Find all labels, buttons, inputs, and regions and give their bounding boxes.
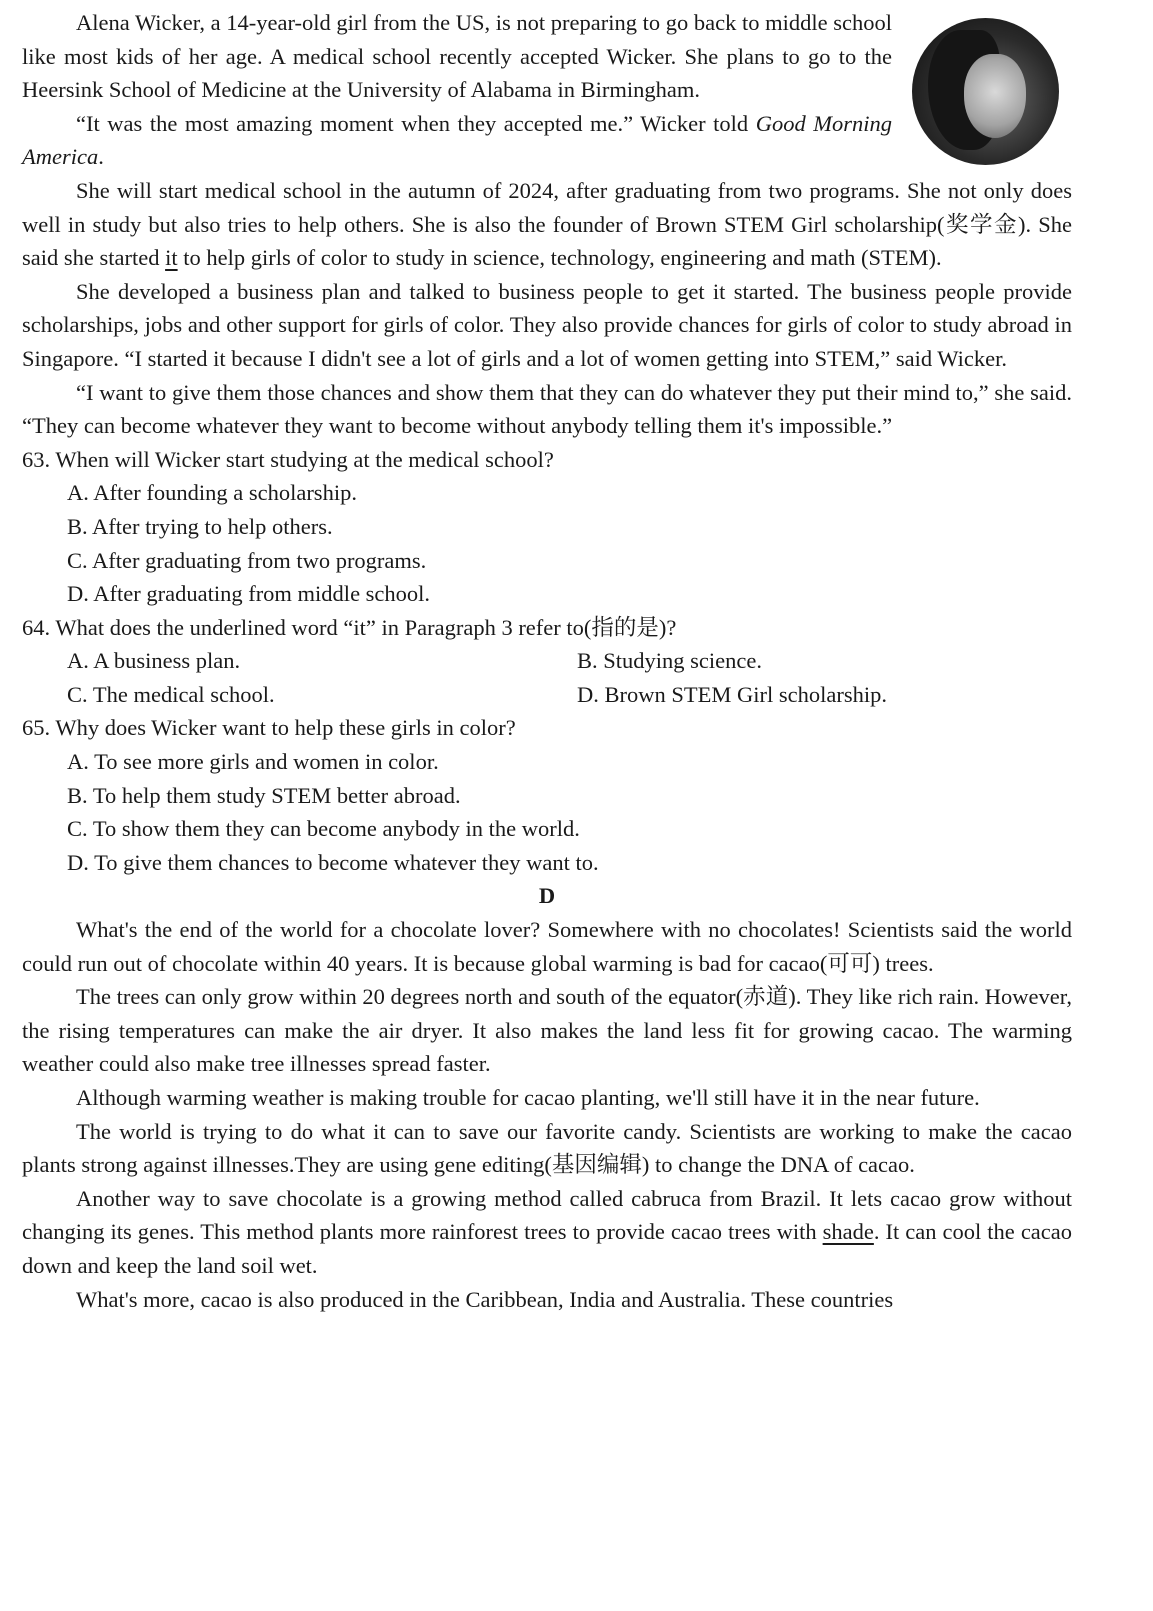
question-65-option-b: B. To help them study STEM better abroad. xyxy=(67,782,461,808)
question-65-stem: 65. Why does Wicker want to help these girls in color? xyxy=(22,715,516,741)
question-64-options-row-2 xyxy=(22,678,1072,712)
passage-d-paragraph-1: What's the end of the world for a chocolate lover? Somewhere with no chocolates! Scientists said the world could run out of chocolate within 40 years. It is because global warming is bad for cacao(可可) trees. xyxy=(22,917,1072,976)
section-heading-d: D xyxy=(538,883,556,909)
question-65-option-c: C. To show them they can become anybody in the world. xyxy=(67,816,580,842)
passage-c-paragraph-5: “I want to give them those chances and show them that they can do whatever they put their mind to,” she said. “They can become whatever they want to become without anybody telling them it's impossible.” xyxy=(22,379,1072,439)
question-65-option-a: A. To see more girls and women in color. xyxy=(67,749,439,775)
passage-c-paragraph-3 xyxy=(22,174,1072,275)
paragraph-3-after: to help girls of color to study in science, technology, engineering and math (STEM). xyxy=(177,245,942,271)
question-63-option-c: C. After graduating from two programs. xyxy=(67,547,427,573)
passage-d-paragraph-3: Although warming weather is making trouble for cacao planting, we'll still have it in the near future. xyxy=(76,1085,980,1110)
question-63-stem: 63. When will Wicker start studying at the medical school? xyxy=(22,446,554,472)
passage-d-paragraph-6: What's more, cacao is also produced in the Caribbean, India and Australia. These countries xyxy=(76,1286,894,1312)
passage-d-paragraph-5 xyxy=(22,1182,1072,1283)
question-63-option-b: B. After trying to help others. xyxy=(67,513,333,539)
passage-c-paragraph-2 xyxy=(22,107,892,174)
question-63-option-d: D. After graduating from middle school. xyxy=(67,581,431,607)
paragraph-2-quote: “It was the most amazing moment when they accepted me.” Wicker told xyxy=(76,110,756,136)
passage-c-paragraph-1: Alena Wicker, a 14-year-old girl from the US, is not preparing to go back to middle school like most kids of her age. A medical school recently accepted Wicker. She plans to go to the Heersink School of Medicine at the University of Alabama in Birmingham. xyxy=(22,10,892,103)
question-64-stem: 64. What does the underlined word “it” in Paragraph 3 refer to(指的是)? xyxy=(22,614,677,640)
passage-d-paragraph-4: The world is trying to do what it can to save our favorite candy. Scientists are working to make the cacao plants strong against illnesses.They are using gene editing(基因编辑) to change the DNA of cacao. xyxy=(22,1118,1072,1178)
question-64-option-a: A. A business plan. xyxy=(67,648,241,674)
underlined-word-shade: shade xyxy=(822,1219,874,1245)
question-64-options-row-1 xyxy=(22,644,1072,678)
question-65-option-d: D. To give them chances to become whatever they want to. xyxy=(67,849,599,875)
paragraph-5-after: . It can cool the cacao down and keep the land soil wet. xyxy=(22,1219,1073,1278)
paragraph-2-end: . xyxy=(98,144,104,170)
question-64-option-d: D. Brown STEM Girl scholarship. xyxy=(577,681,887,707)
underlined-word-it: it xyxy=(165,245,178,271)
paragraph-5-before: Another way to save chocolate is a growing method called cabruca from Brazil. It lets cacao grow without changing its genes. This method plants more rainforest trees to provide cacao trees with xyxy=(22,1185,1072,1245)
question-64-option-b: B. Studying science. xyxy=(577,648,762,674)
passage-d-paragraph-2: The trees can only grow within 20 degrees north and south of the equator(赤道). They like rich rain. However, the rising temperatures can make the air dryer. It also makes the land less fit for growing cacao. The warming weather could also make tree illnesses spread faster. xyxy=(22,984,1072,1077)
question-63-option-a: A. After founding a scholarship. xyxy=(67,480,357,506)
passage-c-paragraph-4: She developed a business plan and talked to business people to get it started. The business people provide scholarships, jobs and other support for girls of color. They also provide chances for girls of color to study abroad in Singapore. “I started it because I didn't see a lot of girls and a lot of women getting into STEM,” said Wicker. xyxy=(22,278,1072,371)
paragraph-3-before: She will start medical school in the autumn of 2024, after graduating from two programs. She not only does well in study but also tries to help others. She is also the founder of Brown STEM Girl scholarship(奖学金). She said she started xyxy=(22,177,1072,271)
exam-page xyxy=(22,0,1072,1316)
question-64-option-c: C. The medical school. xyxy=(67,681,275,707)
source-name: Good Morning America xyxy=(22,110,893,170)
